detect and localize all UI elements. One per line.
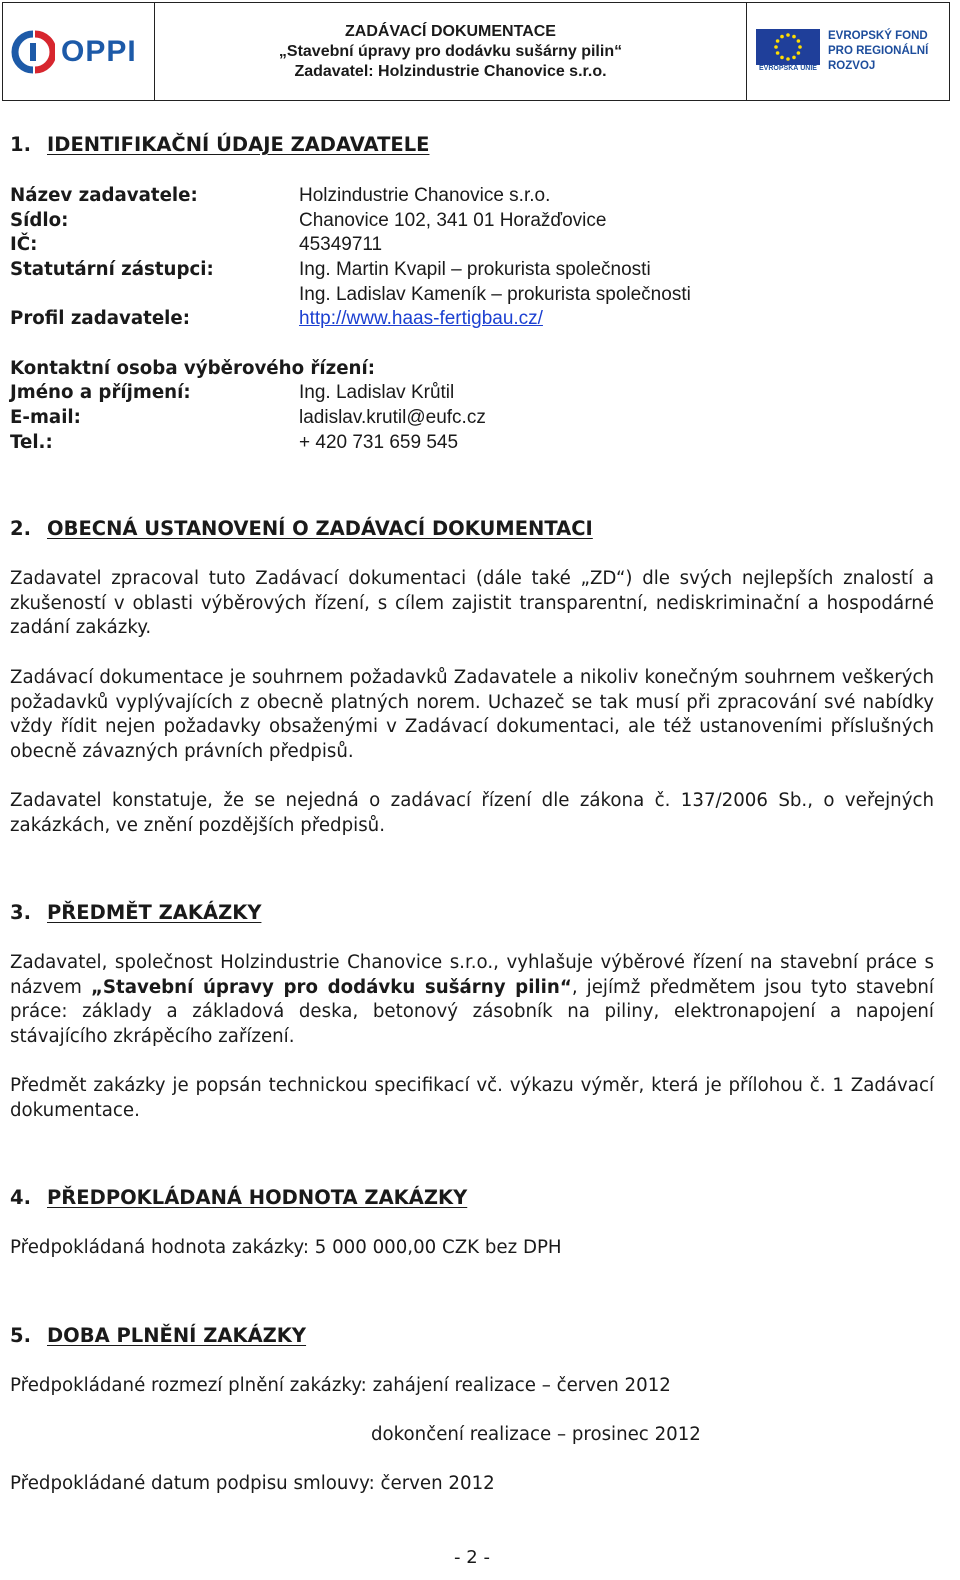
contact-value-name: Ing. Ladislav Krůtil: [299, 382, 455, 403]
document-header: [2, 2, 950, 101]
section1-title: IDENTIFIKAČNÍ ÚDAJE ZADAVATELE: [47, 133, 430, 156]
header-title-line2: „Stavební úpravy pro dodávku sušárny pilin“: [278, 42, 623, 60]
eu-fund-line3: ROZVOJ: [828, 60, 876, 72]
section4-title: PŘEDPOKLÁDANÁ HODNOTA ZAKÁZKY: [47, 1186, 468, 1209]
eu-fund-text: [828, 29, 928, 74]
section3-paragraph-1: [10, 951, 934, 1049]
field-value-seat: Chanovice 102, 341 01 Horažďovice: [299, 210, 607, 231]
section5-line-1: Předpokládané rozmezí plnění zakázky: zahájení realizace – červen 2012: [10, 1375, 671, 1396]
page-number: - 2 -: [454, 1547, 490, 1568]
section1-number: 1.: [10, 133, 31, 156]
section3-p1-after: , jejímž předmětem jsou tyto stavební práce: základy a základová deska, betonový zásobník na piliny, elektronapojení a napojení stávajícího zkrápěcího zařízení.: [10, 976, 934, 1047]
section1-heading: [10, 133, 429, 157]
field-label-profile: Profil zadavatele:: [10, 308, 190, 329]
section2-paragraph-1: Zadavatel zpracoval tuto Zadávací dokumentaci (dále také „ZD“) dle svých nejlepších znalostí a zkušeností v oblasti výběrových řízení, s cílem zajistit transparentní, nediskriminační a hospodárné zadání zakázky.: [10, 568, 934, 639]
contact-label-phone: Tel.:: [10, 432, 53, 453]
header-title: [155, 3, 746, 100]
section4-text: Předpokládaná hodnota zakázky: 5 000 000,00 CZK bez DPH: [10, 1237, 562, 1258]
field-label-statutory: Statutární zástupci:: [10, 259, 214, 280]
header-title-line3: Zadavatel: Holzindustrie Chanovice s.r.o.: [294, 62, 607, 80]
eu-flag: [756, 29, 820, 75]
contact-label-name: Jméno a příjmení:: [10, 382, 191, 403]
field-value-ic: 45349711: [299, 234, 383, 255]
section5-line-3: Předpokládané datum podpisu smlouvy: červen 2012: [10, 1473, 495, 1494]
section3-paragraph-2: Předmět zakázky je popsán technickou specifikací vč. výkazu výměr, která je přílohou č. 1 Zadávací dokumentace.: [10, 1075, 934, 1121]
eu-fund-line1: EVROPSKÝ FOND: [828, 30, 928, 42]
oppi-emblem-icon: [11, 29, 55, 75]
section5-heading: [10, 1324, 306, 1348]
eu-flag-icon: [756, 29, 820, 65]
contact-value-email: ladislav.krutil@eufc.cz: [299, 407, 486, 428]
eu-fund-line2: PRO REGIONÁLNÍ: [828, 45, 929, 57]
field-label-seat: Sídlo:: [10, 210, 69, 231]
section4-heading: [10, 1186, 467, 1210]
field-value-statutory-2: Ing. Ladislav Kameník – prokurista společnosti: [299, 284, 691, 305]
oppi-logo: [3, 3, 155, 100]
section2-paragraph-3: Zadavatel konstatuje, že se nejedná o zadávací řízení dle zákona č. 137/2006 Sb., o veřejných zakázkách, ve znění pozdějších předpisů.: [10, 790, 934, 836]
oppi-logo-text: OPPI: [61, 34, 137, 68]
section3-heading: [10, 901, 261, 925]
section2-number: 2.: [10, 517, 31, 540]
section3-title: PŘEDMĚT ZAKÁZKY: [47, 901, 262, 924]
section3-number: 3.: [10, 901, 31, 924]
section5-number: 5.: [10, 1324, 31, 1347]
field-label-ic: IČ:: [10, 234, 38, 255]
section2-heading: [10, 517, 593, 541]
header-title-line1: ZADÁVACÍ DOKUMENTACE: [345, 22, 556, 40]
field-value-name: Holzindustrie Chanovice s.r.o.: [299, 185, 551, 206]
section3-p1-bold: „Stavební úpravy pro dodávku sušárny pilin“: [90, 976, 572, 998]
contact-heading: Kontaktní osoba výběrového řízení:: [10, 358, 376, 379]
contact-label-email: E-mail:: [10, 407, 81, 428]
eu-caption: EVROPSKÁ UNIE: [759, 64, 817, 72]
section3-p1-before: Zadavatel, společnost Holzindustrie Chanovice s.r.o., vyhlašuje výběrové řízení na stavební práce s názvem: [10, 952, 934, 998]
section2-title: OBECNÁ USTANOVENÍ O ZADÁVACÍ DOKUMENTACI: [47, 517, 593, 540]
profile-link[interactable]: http://www.haas-fertigbau.cz/: [299, 308, 543, 329]
eu-logo: [746, 3, 949, 100]
section2-paragraph-2: Zadávací dokumentace je souhrnem požadavků Zadavatele a nikoliv konečným souhrnem veškerých požadavků vyplývajících z obecně platných norem. Uchazeč se tak musí při zpracování své nabídky vždy řídit nejen požadavky obsaženými v Zadávací dokumentaci, ale též ustanoveními příslušných obecně závazných právních předpisů.: [10, 667, 934, 762]
contact-value-phone: + 420 731 659 545: [299, 432, 459, 453]
field-label-name: Název zadavatele:: [10, 185, 198, 206]
section5-line-2: dokončení realizace – prosinec 2012: [371, 1424, 701, 1445]
section4-number: 4.: [10, 1186, 31, 1209]
field-value-statutory-1: Ing. Martin Kvapil – prokurista společnosti: [299, 259, 651, 280]
section5-title: DOBA PLNĚNÍ ZAKÁZKY: [47, 1324, 307, 1347]
